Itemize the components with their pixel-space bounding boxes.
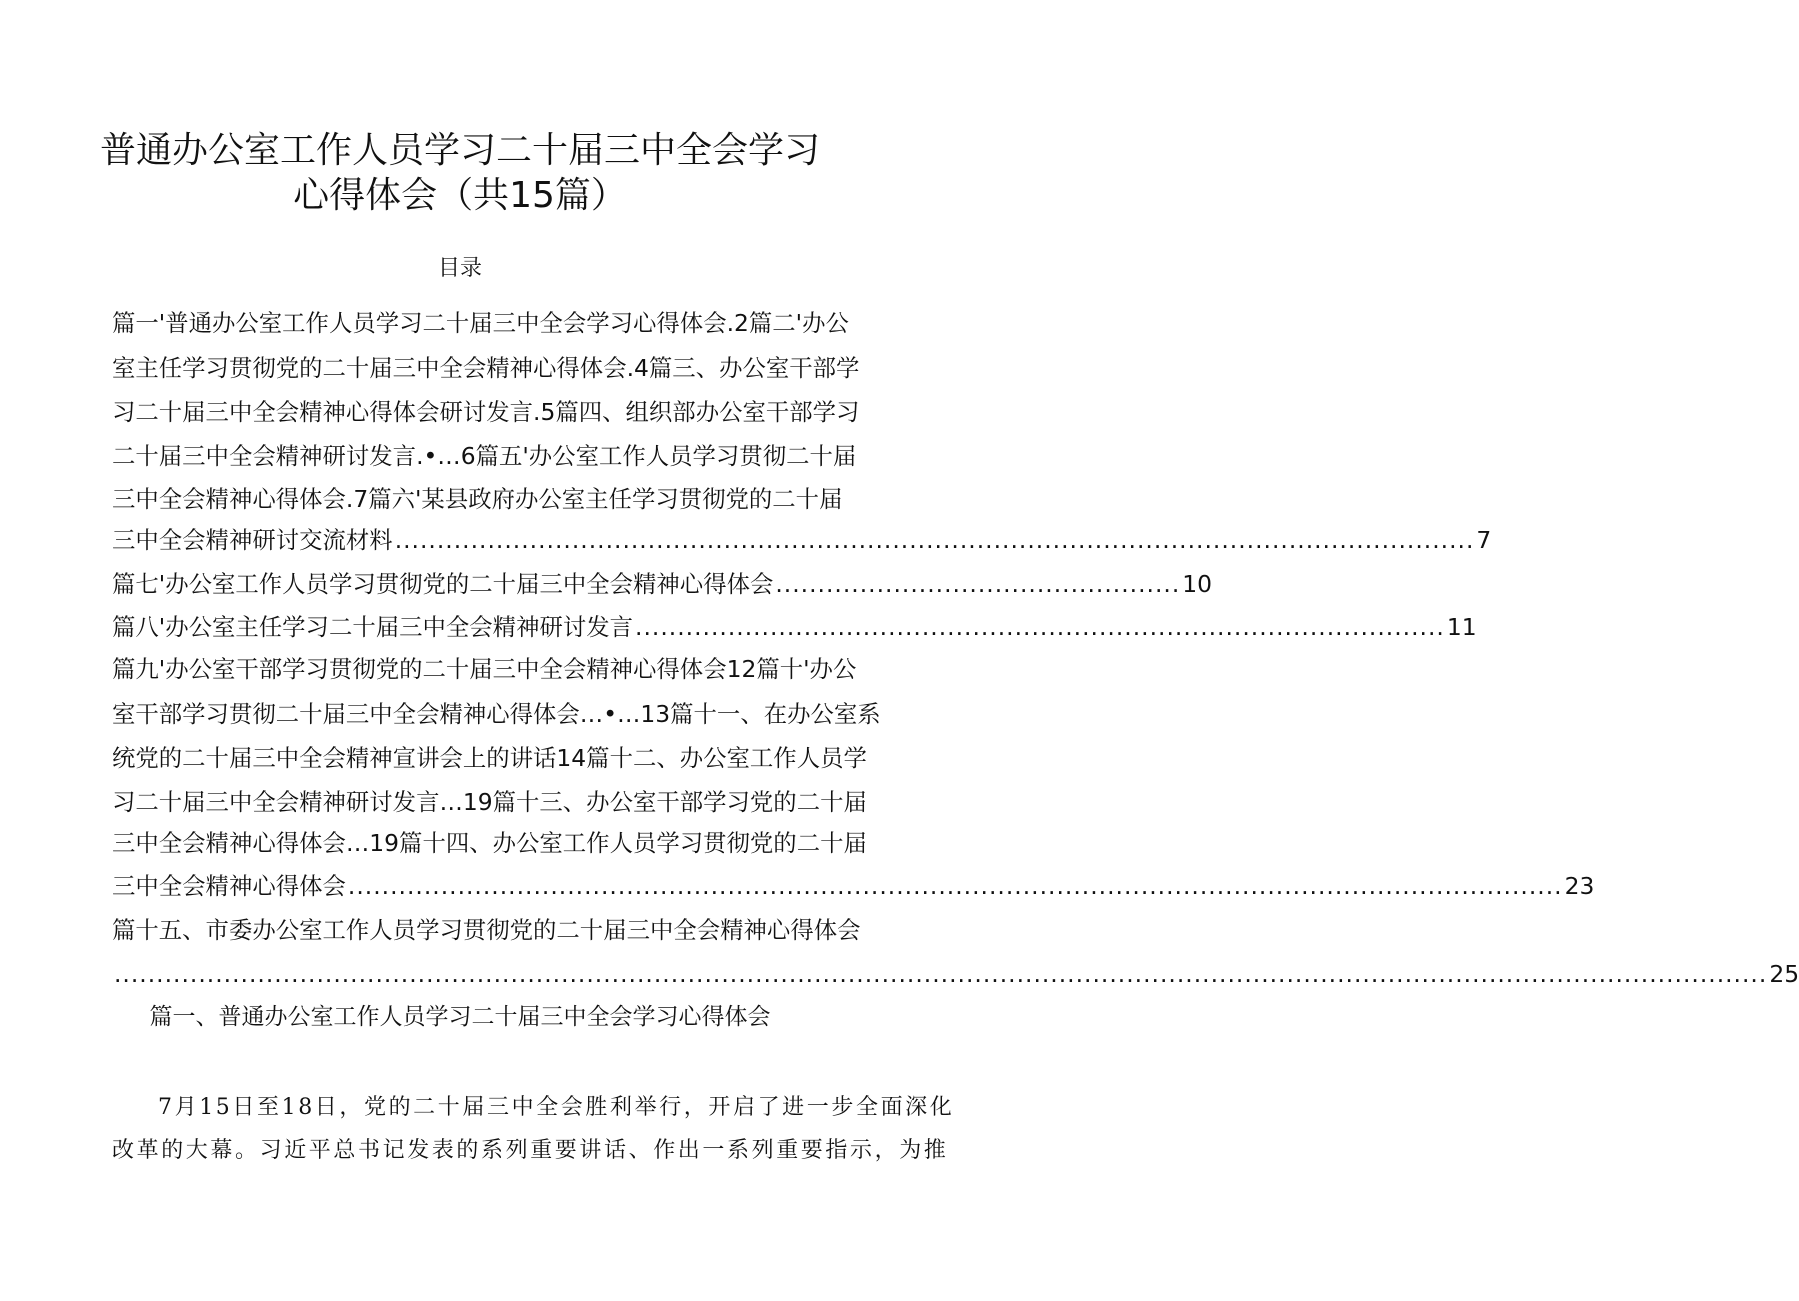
toc-page-number: 11 [1446, 613, 1477, 641]
toc-leader-dots: .................................................................................................................................................................................................... [114, 960, 1768, 988]
section-heading: 篇一、普通办公室工作人员学习二十届三中全会学习心得体会 [149, 1004, 771, 1030]
toc-entry[interactable] [112, 567, 1213, 601]
document-title-line-2: 心得体会（共15篇） [293, 175, 627, 216]
toc-entry-title: 三中全会精神心得体会 [112, 872, 346, 900]
toc-line[interactable]: 室干部学习贯彻二十届三中全会精神心得体会…•…13篇十一、在办公室系 [112, 700, 881, 728]
toc-line[interactable]: 室主任学习贯彻党的二十届三中全会精神心得体会.4篇三、办公室干部学 [112, 354, 860, 382]
body-paragraph-line: 改革的大幕。习近平总书记发表的系列重要讲话、作出一系列重要指示，为推 [112, 1138, 949, 1163]
toc-entry[interactable] [112, 957, 1799, 991]
toc-leader-dots: ................................................................................................................................ [394, 526, 1475, 554]
toc-page-number: 25 [1769, 960, 1799, 988]
toc-line[interactable]: 三中全会精神心得体会.7篇六'某县政府办公室主任学习贯彻党的二十届 [112, 485, 843, 513]
toc-entry[interactable] [112, 610, 1477, 644]
toc-entry[interactable] [112, 869, 1595, 903]
toc-line[interactable]: 习二十届三中全会精神研讨发言…19篇十三、办公室干部学习党的二十届 [112, 788, 867, 816]
toc-line[interactable]: 篇九'办公室干部学习贯彻党的二十届三中全会精神心得体会12篇十'办公 [112, 655, 857, 683]
toc-entry-title: 篇八'办公室主任学习二十届三中全会精神研讨发言 [112, 613, 634, 641]
toc-page-number: 7 [1476, 526, 1492, 554]
document-title-line-1: 普通办公室工作人员学习二十届三中全会学习 [99, 130, 820, 171]
toc-line[interactable]: 习二十届三中全会精神心得体会研讨发言.5篇四、组织部办公室干部学习 [112, 398, 860, 426]
toc-entry-title: 三中全会精神研讨交流材料 [112, 526, 393, 554]
toc-page-number: 23 [1564, 872, 1595, 900]
toc-line[interactable]: 二十届三中全会精神研讨发言.•…6篇五'办公室工作人员学习贯彻二十届 [112, 442, 857, 470]
toc-leader-dots: ................................................................................................ [635, 613, 1445, 641]
toc-leader-dots: ................................................................................................................................................ [347, 872, 1563, 900]
toc-line[interactable]: 统党的二十届三中全会精神宣讲会上的讲话14篇十二、办公室工作人员学 [112, 744, 867, 772]
toc-line[interactable]: 三中全会精神心得体会…19篇十四、办公室工作人员学习贯彻党的二十届 [112, 829, 867, 857]
toc-line[interactable]: 篇一'普通办公室工作人员学习二十届三中全会学习心得体会.2篇二'办公 [112, 309, 849, 337]
toc-leader-dots: ................................................ [775, 570, 1181, 598]
body-paragraph-line: 7月15日至18日，党的二十届三中全会胜利举行，开启了进一步全面深化 [158, 1095, 955, 1120]
toc-entry-title: 篇七'办公室工作人员学习贯彻党的二十届三中全会精神心得体会 [112, 570, 774, 598]
toc-line[interactable]: 篇十五、市委办公室工作人员学习贯彻党的二十届三中全会精神心得体会 [112, 916, 861, 944]
toc-entry[interactable] [112, 523, 1492, 557]
toc-heading: 目录 [437, 256, 482, 281]
toc-page-number: 10 [1182, 570, 1213, 598]
